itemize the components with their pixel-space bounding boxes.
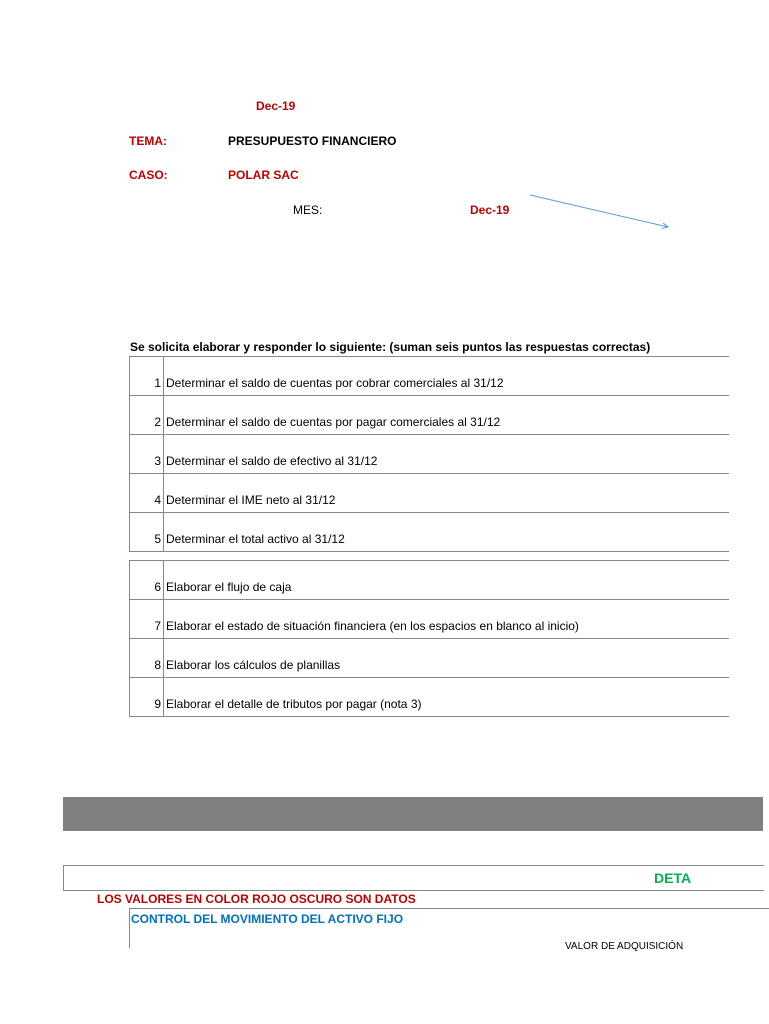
question-number: 4: [130, 474, 164, 513]
control-top-border: [129, 908, 769, 909]
control-title: CONTROL DEL MOVIMIENTO DEL ACTIVO FIJO: [131, 912, 404, 926]
red-note: LOS VALORES EN COLOR ROJO OSCURO SON DATOS: [97, 892, 416, 906]
section-gray-bar: [63, 797, 763, 831]
question-number: 3: [130, 435, 164, 474]
question-number: 6: [130, 561, 164, 600]
tema-value: PRESUPUESTO FINANCIERO: [228, 134, 397, 148]
question-number: 9: [130, 678, 164, 717]
question-text: Elaborar el estado de situación financiera (en los espacios en blanco al inicio): [164, 600, 730, 639]
question-text: Determinar el saldo de cuentas por cobrar comerciales al 31/12: [164, 357, 730, 396]
caso-value: POLAR SAC: [228, 168, 299, 182]
mes-value: Dec-19: [470, 203, 510, 217]
question-row: [130, 639, 730, 678]
question-row: [130, 561, 730, 600]
question-text: Determinar el IME neto al 31/12: [164, 474, 730, 513]
mes-label: MES:: [293, 203, 323, 217]
question-text: Elaborar el flujo de caja: [164, 561, 730, 600]
questions-table-b: [129, 560, 729, 717]
question-number: 5: [130, 513, 164, 552]
question-row: [130, 600, 730, 639]
question-row: [130, 357, 730, 396]
question-number: 8: [130, 639, 164, 678]
question-number: 2: [130, 396, 164, 435]
top-date: Dec-19: [256, 99, 296, 113]
question-text: Determinar el saldo de efectivo al 31/12: [164, 435, 730, 474]
question-row: [130, 678, 730, 717]
tema-label: TEMA:: [129, 134, 167, 148]
instructions-text: Se solicita elaborar y responder lo siguiente: (suman seis puntos las respuestas correctas): [130, 340, 651, 354]
control-left-border: [129, 908, 130, 948]
detail-title: DETA: [654, 870, 692, 886]
question-number: 7: [130, 600, 164, 639]
arrow-shape: [525, 190, 675, 235]
question-text: Elaborar los cálculos de planillas: [164, 639, 730, 678]
question-row: [130, 396, 730, 435]
question-text: Determinar el saldo de cuentas por pagar comerciales al 31/12: [164, 396, 730, 435]
valor-adquisicion-header: VALOR DE ADQUISICIÓN: [565, 941, 684, 952]
question-text: Elaborar el detalle de tributos por pagar (nota 3): [164, 678, 730, 717]
questions-table-a: [129, 356, 729, 552]
question-text: Determinar el total activo al 31/12: [164, 513, 730, 552]
question-row: [130, 474, 730, 513]
question-row: [130, 513, 730, 552]
caso-label: CASO:: [129, 168, 168, 182]
question-row: [130, 435, 730, 474]
question-number: 1: [130, 357, 164, 396]
